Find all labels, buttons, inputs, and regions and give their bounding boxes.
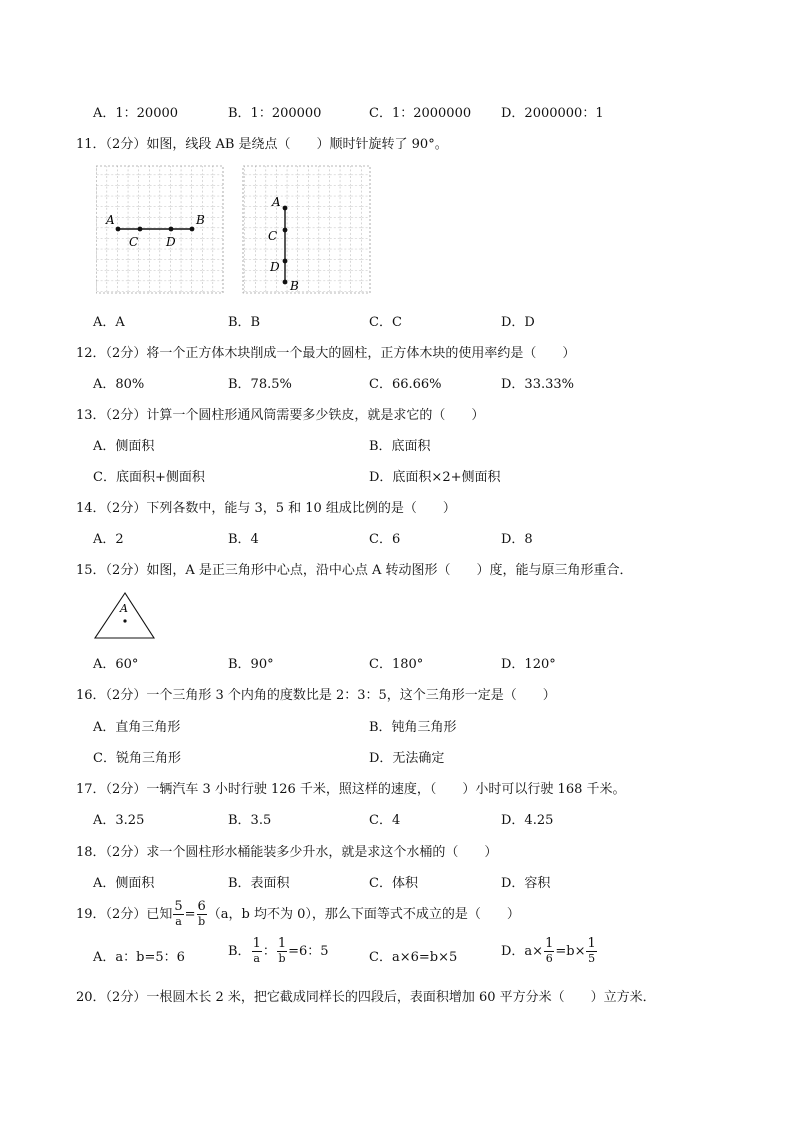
q17-option-b: B．3.5 [228, 813, 272, 828]
q11-option-d: D．D [501, 315, 535, 330]
q16-option-b: B．钝角三角形 [369, 720, 457, 735]
q20-question: 20．（2分）一根圆木长 2 米，把它截成同样长的四段后，表面积增加 60 平方分米（ ）立方米． [76, 990, 656, 1005]
fig2-label-c: C [268, 229, 278, 243]
q16-option-a: A．直角三角形 [93, 720, 181, 735]
q14-option-b: B．4 [228, 532, 259, 547]
q18-option-a: A．侧面积 [93, 876, 155, 891]
q15-option-d: D．120° [501, 657, 556, 672]
q10-option-d: D．2000000：1 [501, 106, 604, 121]
fig1-label-d: D [166, 235, 176, 249]
fig2-label-d: D [270, 260, 280, 274]
q14-question: 14．（2分）下列各数中，能与 3，5 和 10 组成比例的是（ ） [76, 501, 456, 516]
q10-option-b: B．1：200000 [228, 106, 322, 121]
q13-option-b: B．底面积 [369, 439, 431, 454]
q13-question: 13．（2分）计算一个圆柱形通风筒需要多少铁皮，就是求它的（ ） [76, 408, 485, 423]
q16-question: 16．（2分）一个三角形 3 个内角的度数比是 2：3：5，这个三角形一定是（ ） [76, 688, 556, 703]
q11-figure-right [243, 166, 370, 293]
q19-optb-fraction-1: $\frac{1}{a}$ [252, 936, 261, 965]
q11-question: 11．（2分）如图，线段 AB 是绕点（ ）顺时针旋转了 90°。 [76, 137, 448, 152]
fig2-label-b: B [290, 279, 299, 293]
q19-optd-fraction-1: $\frac{1}{6}$ [545, 936, 554, 965]
q19-question [76, 900, 520, 929]
q18-option-c: C．体积 [369, 876, 418, 891]
q19-equals: = [184, 907, 196, 922]
q15-option-c: C．180° [369, 657, 424, 672]
q11-option-a: A．A [93, 315, 125, 330]
q12-option-c: C．66.66% [369, 377, 442, 392]
q12-question: 12．（2分）将一个正方体木块削成一个最大的圆柱，正方体木块的使用率约是（ ） [76, 346, 576, 361]
q19-option-a: A．a：b=5：6 [93, 950, 185, 965]
q13-option-a: A．侧面积 [93, 439, 155, 454]
q17-option-d: D．4.25 [501, 813, 554, 828]
q15-option-a: A．60° [93, 657, 139, 672]
q16-option-c: C．锐角三角形 [93, 751, 181, 766]
q11-figure-left [96, 166, 223, 293]
q12-option-a: A．80% [93, 377, 145, 392]
q19-fraction-1: $\frac{5}{a}$ [174, 899, 183, 928]
q19-option-c: C．a×6=b×5 [369, 950, 458, 965]
q16-option-d: D．无法确定 [369, 751, 445, 766]
q18-option-b: B．表面积 [228, 876, 290, 891]
q14-option-d: D．8 [501, 532, 533, 547]
q18-option-d: D．容积 [501, 876, 551, 891]
q14-option-a: A．2 [93, 532, 124, 547]
q19-suffix: （a，b 均不为 0），那么下面等式不成立的是（ ） [207, 907, 520, 922]
q11-figures [96, 164, 376, 296]
q14-option-c: C．6 [369, 532, 401, 547]
q15-option-b: B．90° [228, 657, 274, 672]
q19-fraction-2: $\frac{6}{b}$ [197, 899, 206, 928]
q11-option-c: C．C [369, 315, 402, 330]
q19-optb-fraction-2: $\frac{1}{b}$ [277, 936, 287, 965]
fig1-label-b: B [196, 213, 205, 227]
q13-option-c: C．底面积+侧面积 [93, 470, 205, 485]
q19-optd-fraction-2: $\frac{1}{5}$ [587, 936, 596, 965]
q10-option-c: C．1：2000000 [369, 106, 472, 121]
fig1-label-a: A [106, 213, 115, 227]
q12-option-d: D．33.33% [501, 377, 574, 392]
q19-option-b: B． $\frac{1}{a}$ ： $\frac{1}{b}$ =6：5 [228, 936, 329, 965]
q13-option-d: D．底面积×2+侧面积 [369, 470, 501, 485]
q19-prefix: 19．（2分）已知 [76, 907, 173, 922]
fig2-label-a: A [272, 195, 281, 209]
q17-option-a: A．3.25 [93, 813, 145, 828]
q17-option-c: C．4 [369, 813, 401, 828]
q11-option-b: B．B [228, 315, 261, 330]
q15-question: 15．（2分）如图，A 是正三角形中心点，沿中心点 A 转动图形（ ）度，能与原三角形重合． [76, 563, 633, 578]
q19-option-d: D．a× $\frac{1}{6}$ =b× $\frac{1}{5}$ [501, 936, 596, 965]
fig1-label-c: C [129, 235, 139, 249]
q17-question: 17．（2分）一辆汽车 3 小时行驶 126 千米，照这样的速度，（ ）小时可以行驶 168 千米。 [76, 782, 626, 797]
q10-option-a: A．1：20000 [93, 106, 179, 121]
q12-option-b: B．78.5% [228, 377, 292, 392]
q15-center-label: A [120, 602, 128, 615]
q18-question: 18．（2分）求一个圆柱形水桶能装多少升水，就是求这个水桶的（ ） [76, 845, 498, 860]
q15-triangle-figure [92, 590, 158, 642]
